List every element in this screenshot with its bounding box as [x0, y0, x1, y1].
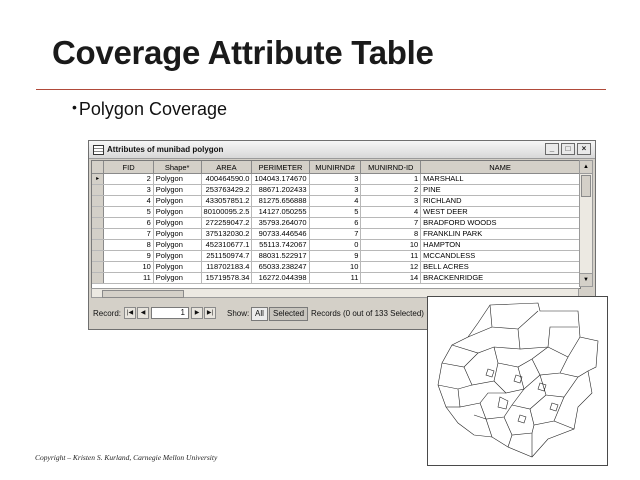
title-divider: [36, 89, 606, 90]
row-selector[interactable]: [92, 251, 104, 262]
table-cell[interactable]: MARSHALL: [421, 174, 580, 185]
bullet-dot-icon: •: [72, 99, 77, 115]
table-cell[interactable]: 9: [309, 251, 361, 262]
table-cell[interactable]: BELL ACRES: [421, 262, 580, 273]
show-label: Show:: [227, 309, 250, 318]
row-selector[interactable]: [92, 185, 104, 196]
close-button[interactable]: ×: [577, 143, 591, 155]
table-cell[interactable]: MCCANDLESS: [421, 251, 580, 262]
table-cell[interactable]: PINE: [421, 185, 580, 196]
table-cell[interactable]: WEST DEER: [421, 207, 580, 218]
column-header[interactable]: NAME: [421, 161, 580, 174]
first-record-icon[interactable]: |◀: [124, 307, 136, 319]
table-cell[interactable]: Polygon: [153, 207, 201, 218]
table-cell[interactable]: FRANKLIN PARK: [421, 229, 580, 240]
column-header[interactable]: PERIMETER: [252, 161, 309, 174]
table-cell[interactable]: 0: [309, 240, 361, 251]
table-cell[interactable]: 251150974.7: [201, 251, 252, 262]
table-cell[interactable]: 88031.522917: [252, 251, 309, 262]
table-cell[interactable]: 7: [104, 229, 153, 240]
row-selector[interactable]: [92, 218, 104, 229]
table-cell[interactable]: 433057851.2: [201, 196, 252, 207]
table-cell[interactable]: 35793.264070: [252, 218, 309, 229]
table-cell[interactable]: Polygon: [153, 262, 201, 273]
slide-title: Coverage Attribute Table: [52, 34, 434, 71]
table-cell[interactable]: Polygon: [153, 229, 201, 240]
scroll-down-icon[interactable]: ▼: [580, 273, 592, 286]
table-cell[interactable]: 65033.238247: [252, 262, 309, 273]
bullet-text: Polygon Coverage: [78, 99, 228, 119]
record-label: Record:: [93, 309, 122, 318]
table-cell[interactable]: 4: [104, 196, 153, 207]
table-cell[interactable]: Polygon: [153, 196, 201, 207]
row-selector[interactable]: [92, 229, 104, 240]
table-row[interactable]: [92, 196, 580, 207]
table-cell[interactable]: 15719578.34: [201, 273, 252, 284]
table-cell[interactable]: 400464590.0: [201, 174, 252, 185]
table-cell[interactable]: BRACKENRIDGE: [421, 273, 580, 284]
scroll-up-icon[interactable]: ▲: [580, 161, 592, 174]
table-cell[interactable]: 2: [104, 174, 153, 185]
table-row[interactable]: [92, 218, 580, 229]
copyright-notice: Copyright – Kristen S. Kurland, Carnegie Mellon University: [35, 453, 218, 462]
table-cell[interactable]: Polygon: [153, 185, 201, 196]
polygon-map-drawing: [428, 297, 607, 465]
record-number-input[interactable]: 1: [151, 307, 189, 319]
maximize-button[interactable]: □: [561, 143, 575, 155]
table-cell[interactable]: 3: [309, 185, 361, 196]
table-cell[interactable]: 104043.174670: [252, 174, 309, 185]
table-cell[interactable]: 16272.044398: [252, 273, 309, 284]
table-row[interactable]: [92, 273, 580, 284]
table-cell[interactable]: 3: [104, 185, 153, 196]
table-cell[interactable]: 5: [104, 207, 153, 218]
vertical-scrollbar[interactable]: [579, 160, 593, 287]
table-cell[interactable]: 8: [104, 240, 153, 251]
table-row[interactable]: [92, 185, 580, 196]
header-row: [92, 161, 580, 174]
table-cell[interactable]: 14127.050255: [252, 207, 309, 218]
table-cell[interactable]: Polygon: [153, 174, 201, 185]
row-selector[interactable]: [92, 240, 104, 251]
previous-record-icon[interactable]: ◀: [137, 307, 149, 319]
table-cell[interactable]: 10: [309, 262, 361, 273]
table-cell[interactable]: 7: [361, 218, 421, 229]
show-selected-button[interactable]: Selected: [269, 307, 308, 321]
table-cell[interactable]: Polygon: [153, 240, 201, 251]
row-selector[interactable]: [92, 262, 104, 273]
row-selector[interactable]: [92, 196, 104, 207]
attribute-table: [92, 161, 580, 284]
row-selector[interactable]: ▸: [92, 174, 104, 185]
table-cell[interactable]: 12: [361, 262, 421, 273]
table-cell[interactable]: 3: [361, 196, 421, 207]
table-cell[interactable]: 1: [361, 174, 421, 185]
table-row[interactable]: [92, 251, 580, 262]
show-all-button[interactable]: All: [251, 307, 268, 321]
table-cell[interactable]: 11: [309, 273, 361, 284]
row-selector[interactable]: [92, 273, 104, 284]
table-cell[interactable]: Polygon: [153, 251, 201, 262]
table-cell[interactable]: 11: [361, 251, 421, 262]
table-cell[interactable]: 11: [104, 273, 153, 284]
table-cell[interactable]: 7: [309, 229, 361, 240]
table-cell[interactable]: 118702183.4: [201, 262, 252, 273]
table-cell[interactable]: BRADFORD WOODS: [421, 218, 580, 229]
column-header[interactable]: FID: [104, 161, 153, 174]
scroll-thumb[interactable]: [581, 175, 591, 197]
row-selector-header[interactable]: [92, 161, 104, 174]
table-cell[interactable]: 4: [309, 196, 361, 207]
table-cell[interactable]: RICHLAND: [421, 196, 580, 207]
records-count: Records (0 out of 133 Selected): [311, 309, 424, 318]
window-titlebar[interactable]: [89, 141, 595, 159]
table-row[interactable]: [92, 207, 580, 218]
table-row[interactable]: [92, 262, 580, 273]
table-cell[interactable]: 3: [309, 174, 361, 185]
attribute-grid: [91, 160, 581, 289]
table-cell[interactable]: 4: [361, 207, 421, 218]
table-cell[interactable]: 10: [104, 262, 153, 273]
table-cell[interactable]: Polygon: [153, 218, 201, 229]
hscroll-thumb[interactable]: [102, 290, 184, 298]
column-header[interactable]: MUNIRND-ID: [361, 161, 421, 174]
table-cell[interactable]: 452310677.1: [201, 240, 252, 251]
table-cell[interactable]: 6: [309, 218, 361, 229]
table-cell[interactable]: 14: [361, 273, 421, 284]
row-selector[interactable]: [92, 207, 104, 218]
table-cell[interactable]: Polygon: [153, 273, 201, 284]
table-cell[interactable]: 10: [361, 240, 421, 251]
municipal-boundary-map: [427, 296, 608, 466]
table-cell[interactable]: 81275.656888: [252, 196, 309, 207]
table-cell[interactable]: 2: [361, 185, 421, 196]
table-cell[interactable]: 8: [361, 229, 421, 240]
next-record-icon[interactable]: ▶: [191, 307, 203, 319]
table-cell[interactable]: 375132030.2: [201, 229, 252, 240]
table-cell[interactable]: 6: [104, 218, 153, 229]
bullet-item: [72, 99, 227, 120]
table-row[interactable]: [92, 229, 580, 240]
column-header[interactable]: Shape*: [153, 161, 201, 174]
table-cell[interactable]: 80100095.2.5: [201, 207, 252, 218]
table-row[interactable]: [92, 174, 580, 185]
table-cell[interactable]: 9: [104, 251, 153, 262]
window-title: Attributes of munibad polygon: [107, 145, 224, 154]
table-cell[interactable]: 272259047.2: [201, 218, 252, 229]
table-icon: [93, 145, 104, 155]
table-cell[interactable]: 253763429.2: [201, 185, 252, 196]
column-header[interactable]: MUNIRND#: [309, 161, 361, 174]
table-cell[interactable]: 55113.742067: [252, 240, 309, 251]
table-cell[interactable]: 5: [309, 207, 361, 218]
column-header[interactable]: AREA: [201, 161, 252, 174]
minimize-button[interactable]: _: [545, 143, 559, 155]
last-record-icon[interactable]: ▶|: [204, 307, 216, 319]
table-cell[interactable]: HAMPTON: [421, 240, 580, 251]
table-cell[interactable]: 90733.446546: [252, 229, 309, 240]
table-cell[interactable]: 88671.202433: [252, 185, 309, 196]
table-row[interactable]: [92, 240, 580, 251]
